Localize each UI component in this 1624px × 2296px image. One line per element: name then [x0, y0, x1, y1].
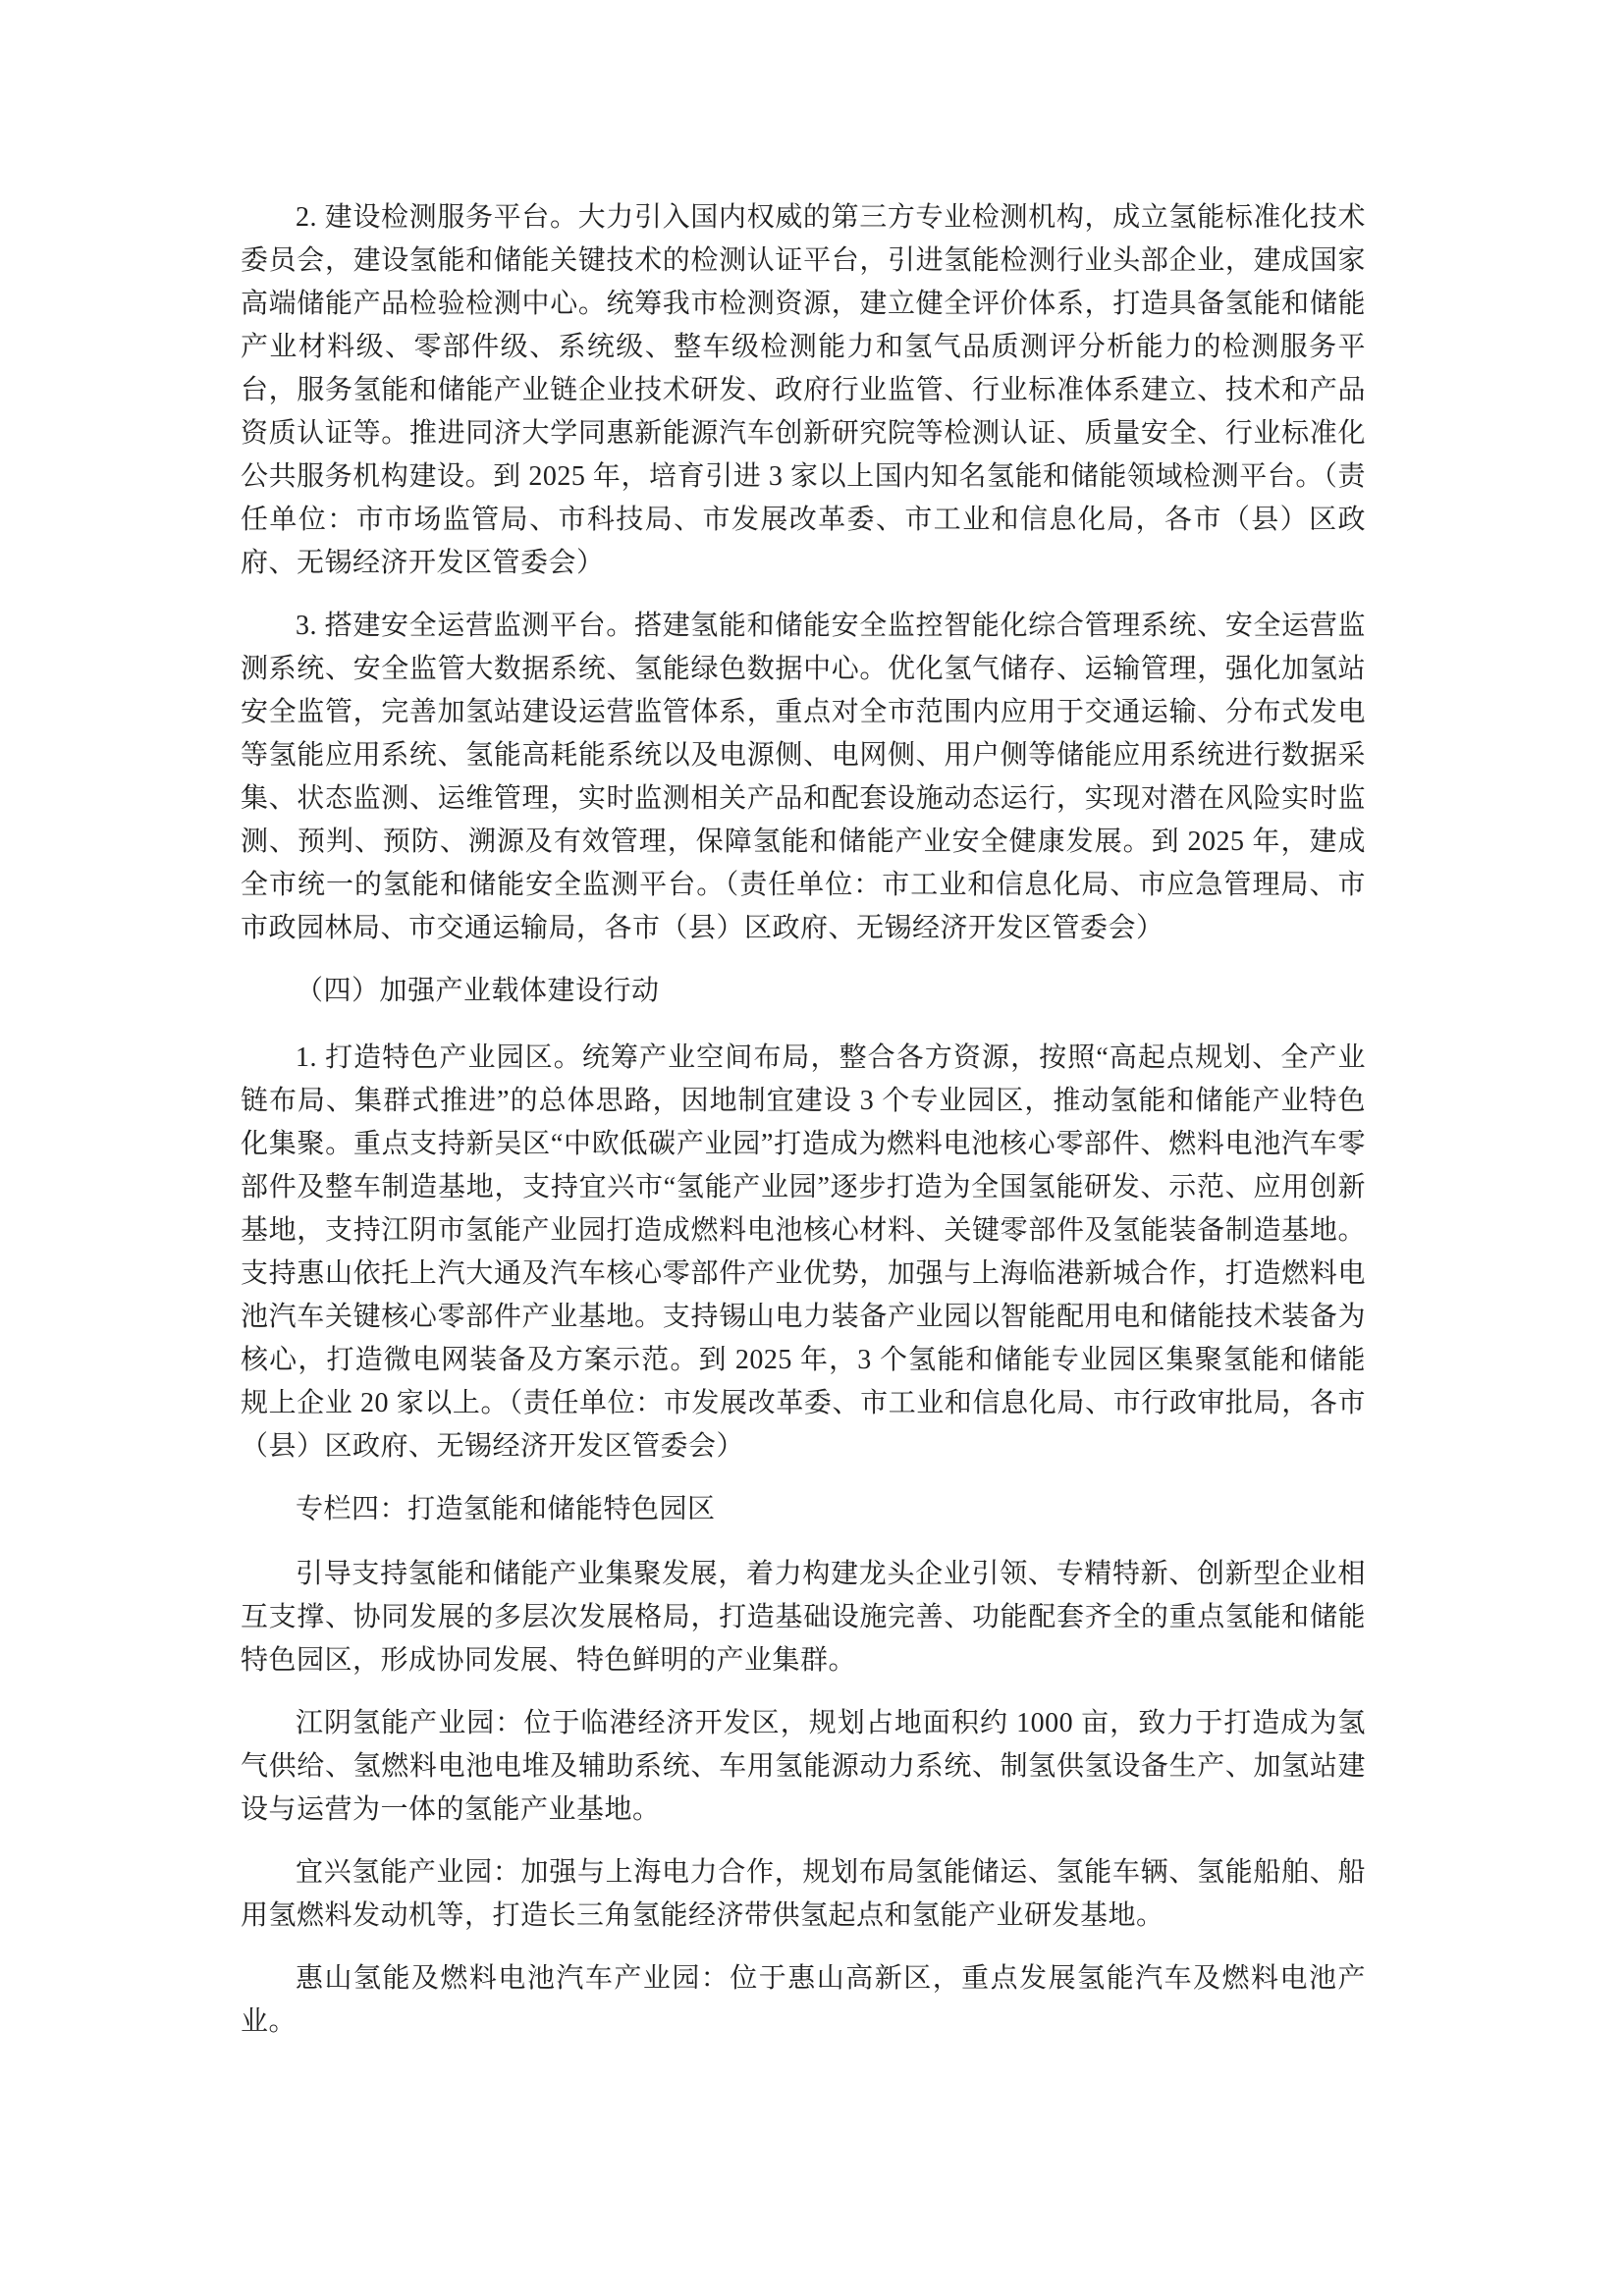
paragraph-huishan-fuel-cell-park: 惠山氢能及燃料电池汽车产业园：位于惠山高新区，重点发展氢能汽车及燃料电池产业。	[241, 1963, 1366, 2037]
document-body	[241, 196, 1366, 2044]
column-four-heading: 专栏四：打造氢能和储能特色园区	[296, 1494, 716, 1524]
paragraph-yixing-hydrogen-park: 宜兴氢能产业园：加强与上海电力合作，规划布局氢能储运、氢能车辆、氢能船舶、船用氢燃料发动机等，打造长三角氢能经济带供氢起点和氢能产业研发基地。	[241, 1857, 1366, 1931]
paragraph-safety-operation-monitoring-platform: 3. 搭建安全运营监测平台。搭建氢能和储能安全监控智能化综合管理系统、安全运营监测系统、安全监管大数据系统、氢能绿色数据中心。优化氢气储存、运输管理，强化加氢站安全监管，完善加氢站建设运营监管体系，重点对全市范围内应用于交通运输、分布式发电等氢能应用系统、氢能高耗能系统以及电源侧、电网侧、用户侧等储能应用系统进行数据采集、状态监测、运维管理，实时监测相关产品和配套设施动态运行，实现对潜在风险实时监测、预判、预防、溯源及有效管理，保障氢能和储能产业安全健康发展。到 2025 年，建成全市统一的氢能和储能安全监测平台。（责任单位：市工业和信息化局、市应急管理局、市市政园林局、市交通运输局，各市（县）区政府、无锡经济开发区管委会）	[241, 611, 1366, 943]
paragraph-column-four-intro: 引导支持氢能和储能产业集聚发展，着力构建龙头企业引领、专精特新、创新型企业相互支撑、协同发展的多层次发展格局，打造基础设施完善、功能配套齐全的重点氢能和储能特色园区，形成协同发展、特色鲜明的产业集群。	[241, 1559, 1366, 1676]
paragraph-characteristic-industrial-parks: 1. 打造特色产业园区。统筹产业空间布局，整合各方资源，按照“高起点规划、全产业链布局、集群式推进”的总体思路，因地制宜建设 3 个专业园区，推动氢能和储能产业特色化集聚。重点支持新吴区“中欧低碳产业园”打造成为燃料电池核心零部件、燃料电池汽车零部件及整车制造基地，支持宜兴市“氢能产业园”逐步打造为全国氢能研发、示范、应用创新基地，支持江阴市氢能产业园打造成燃料电池核心材料、关键零部件及氢能装备制造基地。支持惠山依托上汽大通及汽车核心零部件产业优势，加强与上海临港新城合作，打造燃料电池汽车关键核心零部件产业基地。支持锡山电力装备产业园以智能配用电和储能技术装备为核心，打造微电网装备及方案示范。到 2025 年，3 个氢能和储能专业园区集聚氢能和储能规上企业 20 家以上。（责任单位：市发展改革委、市工业和信息化局、市行政审批局，各市（县）区政府、无锡经济开发区管委会）	[241, 1042, 1366, 1462]
section-heading-industry-carrier-construction: （四）加强产业载体建设行动	[296, 976, 660, 1006]
paragraph-testing-service-platform: 2. 建设检测服务平台。大力引入国内权威的第三方专业检测机构，成立氢能标准化技术委员会，建设氢能和储能关键技术的检测认证平台，引进氢能检测行业头部企业，建成国家高端储能产品检验检测中心。统筹我市检测资源，建立健全评价体系，打造具备氢能和储能产业材料级、零部件级、系统级、整车级检测能力和氢气品质测评分析能力的检测服务平台，服务氢能和储能产业链企业技术研发、政府行业监管、行业标准体系建立、技术和产品资质认证等。推进同济大学同惠新能源汽车创新研究院等检测认证、质量安全、行业标准化公共服务机构建设。到 2025 年，培育引进 3 家以上国内知名氢能和储能领域检测平台。（责任单位：市市场监管局、市科技局、市发展改革委、市工业和信息化局，各市（县）区政府、无锡经济开发区管委会）	[241, 202, 1366, 578]
paragraph-jiangyin-hydrogen-park: 江阴氢能产业园：位于临港经济开发区，规划占地面积约 1000 亩，致力于打造成为氢气供给、氢燃料电池电堆及辅助系统、车用氢能源动力系统、制氢供氢设备生产、加氢站建设与运营为一体的氢能产业基地。	[241, 1708, 1366, 1825]
